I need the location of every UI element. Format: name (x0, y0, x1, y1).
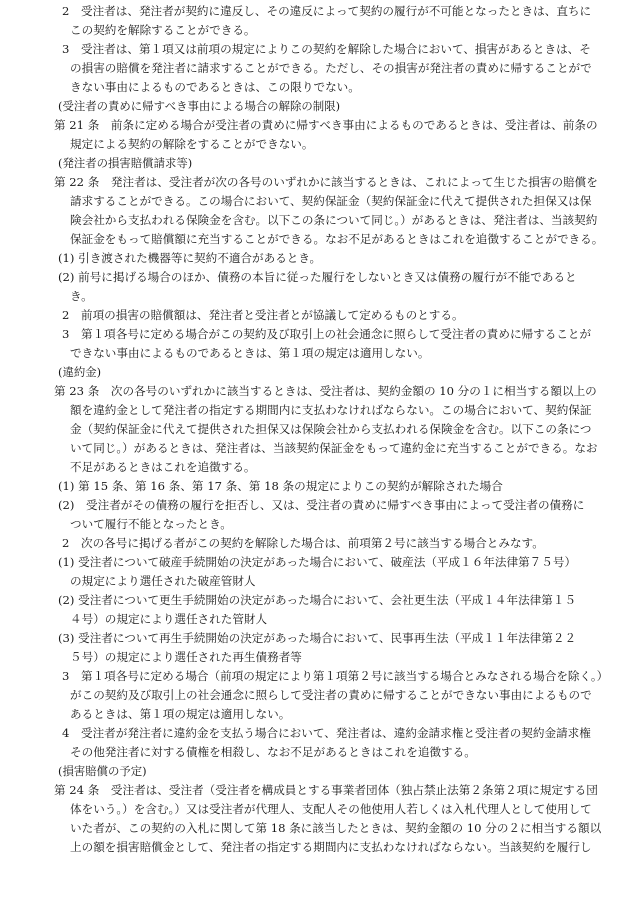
text-line: この契約を解除することができる。 (70, 23, 256, 37)
text-line: の規定により選任された破産管財人 (70, 574, 256, 588)
text-line: (2) 受注者がその債務の履行を拒否し、又は、受注者の責めに帰すべき事由によって受注者の債務に (58, 498, 585, 512)
text-line: 金（契約保証金に代えて提供された担保又は保険会社から支払われる保険金を含む。以下この条につ (70, 422, 592, 436)
text-line: 3 第１項各号に定める場合（前項の規定により第１項第２号に該当する場合とみなされる場合を除く。） (62, 669, 609, 683)
text-line: その他発注者に対する債権を相殺し、なお不足があるときはこれを追徴する。 (70, 745, 476, 759)
text-line: (3) 受注者について再生手続開始の決定があった場合において、民事再生法（平成１１年法律第２２ (58, 631, 577, 645)
text-line: 4 受注者が発注者に違約金を支払う場合において、発注者は、違約金請求権と受注者の契約金請求権 (62, 726, 591, 740)
text-line: いた者が、この契約の入札に関して第 18 条に該当したときは、契約金額の 10 分の２に相当する額以 (70, 821, 602, 835)
text-line: き。 (70, 289, 93, 303)
text-line: がこの契約及び取引上の社会通念に照らして受注者の責めに帰することができない事由によるもので (70, 688, 592, 702)
text-line: の損害の賠償を発注者に請求することができる。ただし、その損害が発注者の責めに帰することがで (70, 61, 592, 75)
text-line: 不足があるときはこれを追徴する。 (70, 460, 256, 474)
text-line: いて同じ。）があるときは、発注者は、当該契約保証金をもって違約金に充当することができる。なお (70, 441, 598, 455)
section-heading: (損害賠償の予定) (58, 764, 147, 778)
contract-page (0, 2, 630, 857)
text-line: (1) 引き渡された機器等に契約不適合があるとき。 (58, 251, 322, 265)
section-heading: (発注者の損害賠償請求等) (58, 156, 193, 170)
text-line: 保証金をもって賠償額に充当することができる。なお不足があるときはこれを追徴することができる。 (70, 232, 604, 246)
text-line: きない事由によるものであるときは、この限りでない。 (70, 80, 360, 94)
section-heading: (違約金) (58, 365, 102, 379)
text-line: ５号）の規定により選任された再生債務者等 (70, 650, 302, 664)
text-line: あるときは、第１項の規定は適用しない。 (70, 707, 291, 721)
text-line: 請求することができる。この場合において、契約保証金（契約保証金に代えて提供された担保又は保 (70, 194, 592, 208)
text-line: 規定による契約の解除をすることができない。 (70, 137, 314, 151)
text-line: できない事由によるものであるときは、第１項の規定は適用しない。 (70, 346, 430, 360)
text-line: 険会社から支払われる保険金を含む。以下この条について同じ。）があるときは、発注者は、当該契約 (70, 213, 598, 227)
text-line: (2) 受注者について更生手続開始の決定があった場合において、会社更生法（平成１４年法律第１５ (58, 593, 577, 607)
text-line: 第 21 条 前条に定める場合が受注者の責めに帰すべき事由によるものであるときは、受注者は、前条の (54, 118, 598, 132)
text-line: 3 受注者は、第１項又は前項の規定によりこの契約を解除した場合において、損害があるときは、そ (62, 42, 591, 56)
text-line: 第 24 条 受注者は、受注者（受注者を構成員とする事業者団体（独占禁止法第２条第２項に規定する団 (54, 783, 598, 797)
text-line: 体をいう。）を含む。）又は受注者が代理人、支配人その他使用人若しくは入札代理人として使用して (70, 802, 592, 816)
text-line: (1) 受注者について破産手続開始の決定があった場合において、破産法（平成１６年法律第７５号） (58, 555, 577, 569)
text-line: 額を違約金として発注者の指定する期間内に支払わなければならない。この場合において、契約保証 (70, 403, 592, 417)
text-line: ついて履行不能となったとき。 (70, 517, 232, 531)
text-line: 上の額を損害賠償金として、発注者の指定する期間内に支払わなければならない。当該契約を履行し (70, 840, 592, 854)
text-line: (1) 第 15 条、第 16 条、第 17 条、第 18 条の規定によりこの契約が解除された場合 (58, 479, 503, 493)
text-line: 2 受注者は、発注者が契約に違反し、その違反によって契約の履行が不可能となったときは、直ちに (62, 4, 592, 18)
text-line: 3 第１項各号に定める場合がこの契約及び取引上の社会通念に照らして受注者の責めに帰することが (62, 327, 592, 341)
text-line: ４号）の規定により選任された管財人 (70, 612, 268, 626)
text-line: (2) 前号に掲げる場合のほか、債務の本旨に従った履行をしないとき又は債務の履行が不能であると (58, 270, 577, 284)
text-line: 2 次の各号に掲げる者がこの契約を解除した場合は、前項第２号に該当する場合とみなす。 (62, 536, 544, 550)
text-line: 2 前項の損害の賠償額は、発注者と受注者とが協議して定めるものとする。 (62, 308, 464, 322)
section-heading: (受注者の責めに帰すべき事由による場合の解除の制限) (58, 99, 341, 113)
text-line: 第 22 条 発注者は、受注者が次の各号のいずれかに該当するときは、これによって生じた損害の賠償を (54, 175, 598, 189)
text-line: 第 23 条 次の各号のいずれかに該当するときは、受注者は、契約金額の 10 分の１に相当する額以上の (54, 384, 597, 398)
